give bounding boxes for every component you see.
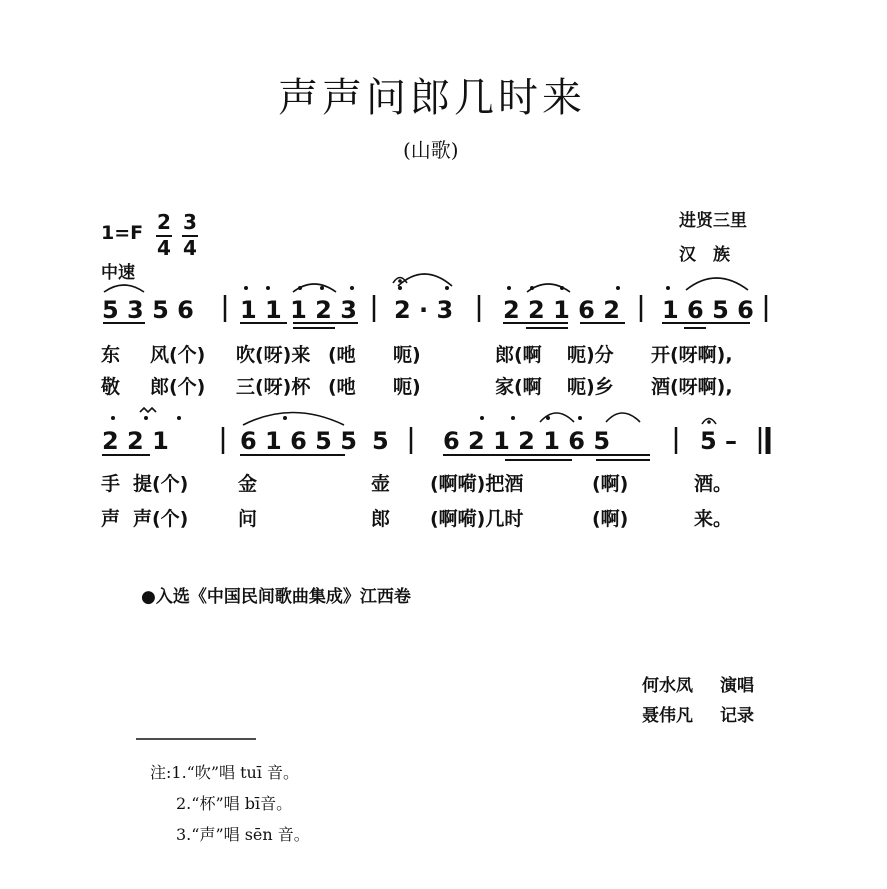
origin-place: 进贤三里 <box>679 211 747 231</box>
key-signature: 1=F <box>101 222 144 244</box>
line1-verse2-syl3: 三(呀)杯 <box>236 376 311 398</box>
slur <box>398 274 452 286</box>
octave-dot <box>320 286 324 290</box>
line1-verse1-syl2: 风(个) <box>150 344 206 366</box>
octave-dot <box>266 286 270 290</box>
line2-verse2-syl4: 郎 <box>371 508 391 530</box>
slur <box>243 413 344 426</box>
origin-ethnicity: 汉 族 <box>679 245 730 265</box>
collection-note: ●入选《中国民间歌曲集成》江西卷 <box>141 587 411 607</box>
time-sig-1-bottom: 4 <box>157 236 171 260</box>
recorder-name: 聂伟凡 <box>642 706 693 726</box>
line2-verse2-syl5: (啊嗬)几时 <box>430 508 524 530</box>
line1-verse2-syl2: 郎(个) <box>150 376 206 398</box>
line1-verse2-syl8: 酒(呀啊), <box>651 376 733 398</box>
line2-bar2-notes: 6 1 6 5 5 <box>240 427 357 455</box>
line1-verse2-syl1: 敬 <box>101 376 121 398</box>
octave-dot <box>578 416 582 420</box>
line1-verse1-syl1: 东 <box>101 344 121 366</box>
line1-verse2-syl7: 呃)乡 <box>567 376 614 398</box>
line1-verse1-syl4: (吔 <box>328 344 356 366</box>
line1-verse1-syl6: 郎(啊 <box>495 344 542 366</box>
line1-verse2-syl5: 呃) <box>393 376 421 398</box>
octave-dot <box>177 416 181 420</box>
octave-dot <box>511 416 515 420</box>
line2-verse1-syl1: 手 <box>101 473 121 495</box>
line2-verse2-syl3: 问 <box>238 508 258 530</box>
fermata-dot <box>707 420 711 424</box>
line1-verse1-syl7: 呃)分 <box>567 344 614 366</box>
octave-dot <box>398 286 402 290</box>
time-sig-2-bottom: 4 <box>183 236 197 260</box>
line1-verse2-syl6: 家(啊 <box>495 376 542 398</box>
slur <box>606 413 640 422</box>
line2-bar4-notes: 5 – <box>700 427 738 455</box>
line2-verse1-syl6: (啊) <box>592 473 629 495</box>
line2-verse2-syl7: 来。 <box>694 508 733 530</box>
performer-role: 演唱 <box>720 676 754 696</box>
line1-verse1-syl8: 开(呀啊), <box>651 344 733 366</box>
tempo-marking: 中速 <box>101 263 135 283</box>
line2-verse1-syl5: (啊嗬)把酒 <box>430 473 524 495</box>
time-sig-1-top: 2 <box>157 210 171 234</box>
octave-dot <box>480 416 484 420</box>
octave-dot <box>530 286 534 290</box>
slur <box>686 278 748 290</box>
line1-bar5-notes: 1 6 5 6 <box>662 296 754 324</box>
line2-verse1-syl7: 酒。 <box>694 473 733 495</box>
octave-dot <box>445 286 449 290</box>
footnote-3: 3.“声”唱 sēn 音。 <box>176 825 310 844</box>
octave-dot <box>298 286 302 290</box>
octave-dot <box>350 286 354 290</box>
line2-bar2b-notes: 5 <box>372 427 389 455</box>
line2-verse1-syl4: 壶 <box>371 473 391 495</box>
footnote-1: 注:1.“吹”唱 tuī 音。 <box>150 763 300 782</box>
trill-mark <box>140 408 156 412</box>
fermata-dot <box>398 279 402 283</box>
octave-dot <box>546 416 550 420</box>
line2-verse2-syl2: 声(个) <box>133 508 189 530</box>
octave-dot <box>666 286 670 290</box>
time-sig-2-top: 3 <box>183 210 197 234</box>
line1-verse1-syl3: 吹(呀)来 <box>236 344 311 366</box>
recorder-role: 记录 <box>720 706 754 726</box>
line2-verse2-syl1: 声 <box>101 508 121 530</box>
slur <box>104 285 144 292</box>
line2-verse1-syl3: 金 <box>238 473 258 495</box>
octave-dot <box>507 286 511 290</box>
line1-bar4-notes: 2 2 1 6 2 <box>503 296 620 324</box>
octave-dot <box>616 286 620 290</box>
line1-bar3-notes: 2 · 3 <box>394 296 454 324</box>
footnote-2: 2.“杯”唱 bī音。 <box>176 794 293 813</box>
genre-label: (山歌) <box>403 138 459 162</box>
octave-dot <box>111 416 115 420</box>
line1-bar1-notes: 5 3 5 6 <box>102 296 194 324</box>
line2-bar3-notes: 6 2 1 2 1 6 5 <box>443 427 611 455</box>
line2-verse1-syl2: 提(个) <box>133 473 189 495</box>
octave-dot <box>283 416 287 420</box>
line1-bar2-notes: 1 1 1 2 3 <box>240 296 357 324</box>
page-title: 声声问郎几时来 <box>278 75 586 121</box>
line2-verse2-syl6: (啊) <box>592 508 629 530</box>
line2-bar1-notes: 2 2 1 <box>102 427 169 455</box>
octave-dot <box>244 286 248 290</box>
slur <box>540 413 574 422</box>
octave-dot <box>144 416 148 420</box>
performer-name: 何水凤 <box>642 676 693 696</box>
line1-verse1-syl5: 呃) <box>393 344 421 366</box>
line1-verse2-syl4: (吔 <box>328 376 356 398</box>
octave-dot <box>560 286 564 290</box>
